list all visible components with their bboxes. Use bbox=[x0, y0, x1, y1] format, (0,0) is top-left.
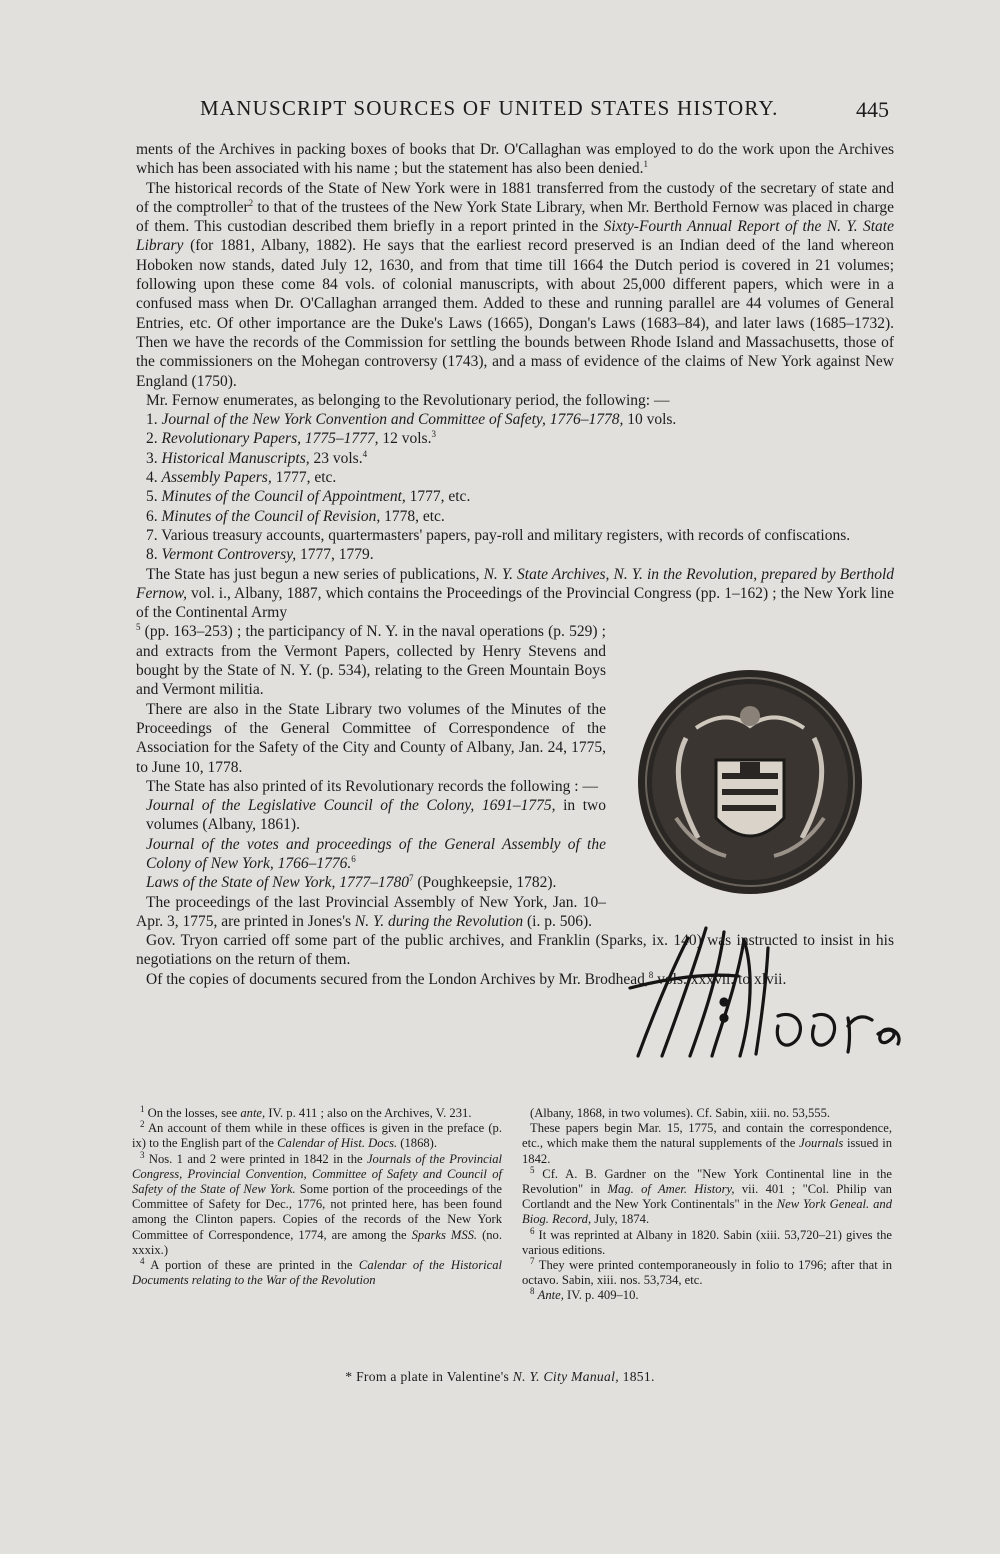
plate-note: * From a plate in Valentine's N. Y. City Manual, 1851. bbox=[345, 1369, 655, 1384]
list-item: 2. Revolutionary Papers, 1775–1777, 12 vols.$^3$ bbox=[146, 429, 436, 448]
paragraph-1: ments of the Archives in packing boxes of books that Dr. O'Callaghan was employed to do the work upon the Archives which has been associated with his name ; but the statement has also been denied.$^1$ bbox=[136, 141, 894, 178]
paragraph-7: The proceedings of the last Provincial Assembly of New York, Jan. 10–Apr. 3, 1775, are printed in Jones's N. Y. during the Revolution (i. p. 506). bbox=[136, 893, 606, 930]
footnotes-right bbox=[522, 1106, 892, 1304]
list-item: 1. Journal of the New York Convention and Committee of Safety, 1776–1778, 10 vols. bbox=[146, 411, 677, 429]
footnote-8: $^8$ Ante, IV. p. 409–10. bbox=[530, 1286, 639, 1303]
page-number: 445 bbox=[856, 97, 889, 122]
wrapped-column bbox=[136, 622, 606, 931]
records-list bbox=[136, 410, 894, 564]
signature-image bbox=[628, 918, 904, 1060]
footnote-1: $^1$ On the losses, see ante, IV. p. 411 ; also on the Archives, V. 231. bbox=[140, 1103, 472, 1120]
footnote-2: $^2$ An account of them while in these offices is given in the preface (p. ix) to the English part of the Calendar of Hist. Docs. (1868). bbox=[132, 1119, 502, 1151]
paragraph-4-cont: $^5$ (pp. 163–253) ; the participancy of N. Y. in the naval operations (p. 529) ; and extracts from the Vermont Papers, collected by Henry Stevens and bought by the State of N. Y. (p. 534), relating to the Green Mountain Boys and Vermont militia. bbox=[136, 622, 606, 699]
list-item: 4. Assembly Papers, 1777, etc. bbox=[146, 469, 337, 487]
printed-records-list bbox=[136, 796, 606, 892]
paragraph-4: The State has just begun a new series of publications, N. Y. State Archives, N. Y. in the Revolution, prepared by Berthold Fernow, vol. i., Albany, 1887, which contains the Proceedings of the Provincial Congress (pp. 1–162) ; the New York line of the Continental Army bbox=[136, 565, 895, 622]
seal-illustration bbox=[636, 668, 864, 896]
footnote-5: $^5$ Cf. A. B. Gardner on the "New York Continental line in the Revolution" in Mag. of Amer. History, vii. 401 ; "Col. Philip van Cortlandt and the New York Continentals" in the New York Geneal. and Biog. Record, July, 1874. bbox=[522, 1164, 892, 1227]
paragraph-6: The State has also printed of its Revolutionary records the following : — bbox=[146, 777, 598, 795]
list-item: Laws of the State of New York, 1777–1780$^7$ (Poughkeepsie, 1782). bbox=[146, 873, 557, 892]
list-item: 5. Minutes of the Council of Appointment, 1777, etc. bbox=[146, 488, 471, 506]
footnotes bbox=[132, 1103, 892, 1304]
footnote-4: $^4$ A portion of these are printed in the Calendar of the Historical Documents relating to the War of the Revolution bbox=[132, 1255, 503, 1288]
footnote-6: $^6$ It was reprinted at Albany in 1820. Sabin (xiii. 53,720–21) gives the various editions. bbox=[522, 1225, 892, 1257]
paragraph-2: The historical records of the State of New York were in 1881 transferred from the custody of the secretary of state and of the comptroller$^2$ to that of the trustees of the New York State Library, when Mr. Berthold Fernow was placed in charge of them. This custodian described them briefly in a report printed in the Sixty-Fourth Annual Report of the N. Y. State Library (for 1881, Albany, 1882). He says that the earliest record preserved is an Indian deed of the land whereon Hoboken now stands, dated July 12, 1630, and from that time till 1664 the Dutch period is covered in 21 volumes; following upon these come 84 vols. of colonial manuscripts, with about 25,000 different papers, which were in a confused mass when Dr. O'Callaghan arranged them. Added to these and running parallel are 44 volumes of General Entries, etc. Of other importance are the Duke's Laws (1665), Dongan's Laws (1683–84), and later laws (1685–1732). Then we have the records of the Commission for settling the bounds between Rhode Island and Massachusetts, those of the commissioners on the Mohegan controversy (1743), and a mass of evidence of the claims of New York against New England (1750). bbox=[136, 179, 895, 390]
running-title: MANUSCRIPT SOURCES OF UNITED STATES HISTORY. bbox=[200, 96, 779, 120]
paragraph-3: Mr. Fernow enumerates, as belonging to the Revolutionary period, the following: — bbox=[146, 391, 670, 409]
paragraph-9: Of the copies of documents secured from the London Archives by Mr. Brodhead,$^8$ vols. xxxvii. to xlvii. bbox=[146, 969, 787, 988]
list-item: Journal of the Legislative Council of the Colony, 1691–1775, in two volumes (Albany, 1861). bbox=[146, 797, 606, 834]
footnote-7: $^7$ They were printed contemporaneously in folio to 1796; after that in octavo. Sabin, xiii. nos. 53,734, etc. bbox=[522, 1255, 892, 1288]
footnotes-left bbox=[132, 1103, 503, 1304]
list-item: 3. Historical Manuscripts, 23 vols.$^4$ bbox=[146, 448, 368, 467]
footnote-ref: 1 bbox=[643, 159, 648, 170]
list-item: 8. Vermont Controversy, 1777, 1779. bbox=[146, 546, 374, 564]
footnote-4b: These papers begin Mar. 15, 1775, and contain the correspondence, etc., which make them the natural supplements of the Journals issued in 1842. bbox=[522, 1121, 892, 1166]
footnote-3: $^3$ Nos. 1 and 2 were printed in 1842 in the Journals of the Provincial Congress, Provincial Convention, Committee of Safety and Council of Safety of the State of New York. Some portion of the proceedings of the Committee of Safety for Dec., 1776, not printed here, has been found among the Clinton papers. Copies of the records of the New York Committee of Correspondence, 1774, are among the Sparks MSS. (no. xxxix.) bbox=[132, 1149, 502, 1257]
list-item: 7. Various treasury accounts, quartermasters' papers, pay-roll and military registers, with records of confiscations. bbox=[146, 526, 851, 544]
list-item: Journal of the votes and proceedings of the General Assembly of the Colony of New York, 1766–1776.$^6$ bbox=[146, 835, 606, 872]
footnote-ref: 2 bbox=[248, 197, 254, 208]
list-item: 6. Minutes of the Council of Revision, 1778, etc. bbox=[146, 507, 445, 525]
footnote-4-cont: (Albany, 1868, in two volumes). Cf. Sabin, xiii. no. 53,555. bbox=[530, 1106, 831, 1120]
paragraph-8: Gov. Tryon carried off some part of the public archives, and Franklin (Sparks, ix. 140) was instructed to insist in his negotiations on the return of them. bbox=[136, 932, 894, 969]
paragraph-5: There are also in the State Library two volumes of the Minutes of the Proceedings of the General Committee of Correspondence of the Association for the Safety of the City and County of Albany, Jan. 24, 1775, to June 10, 1778. bbox=[136, 700, 606, 776]
